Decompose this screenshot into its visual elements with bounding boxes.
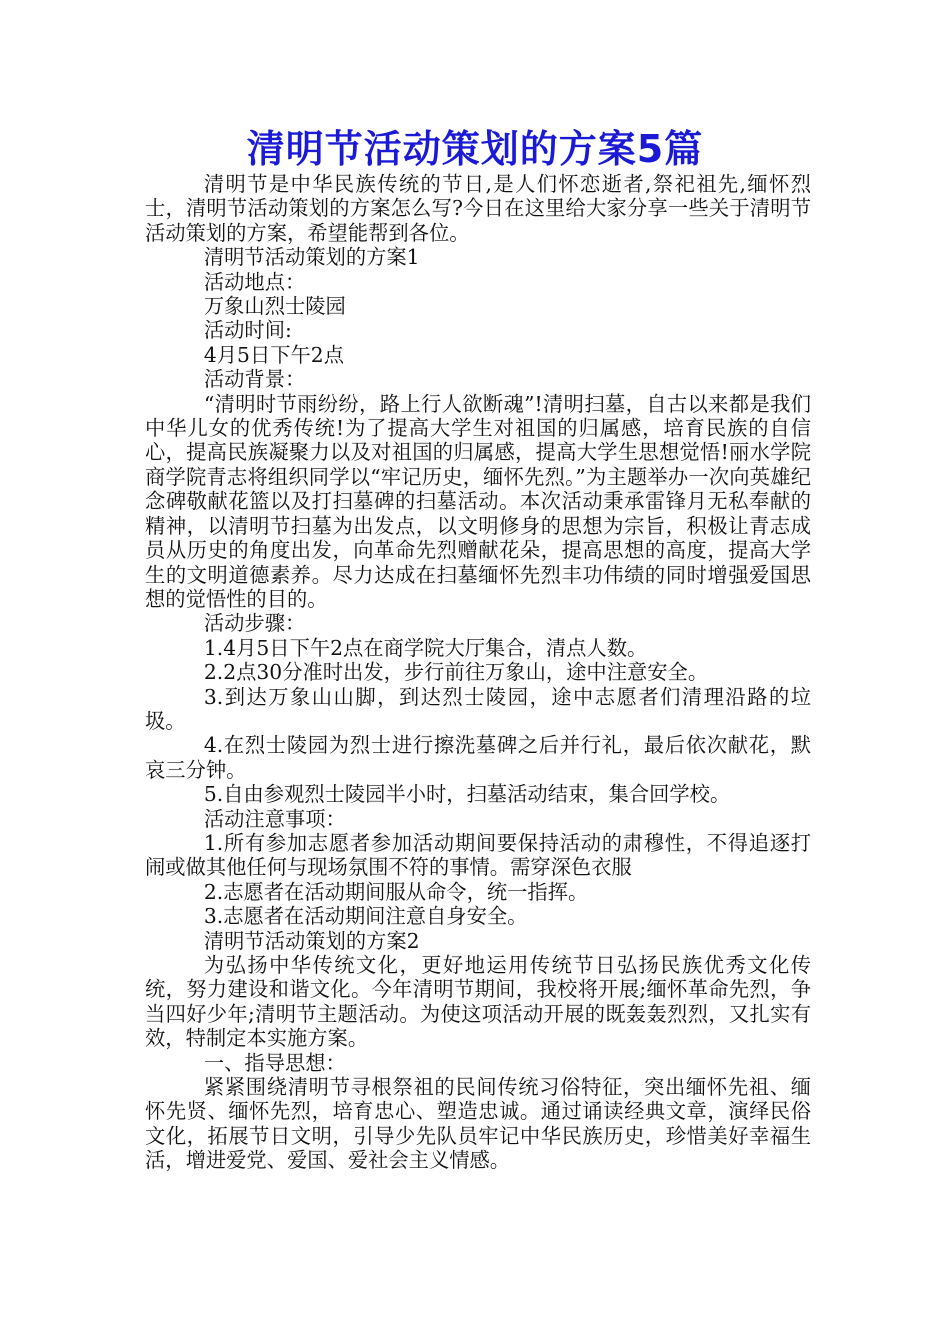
intro-paragraph: 清明节是中华民族传统的节日,是人们怀恋逝者,祭祀祖先,缅怀烈士，清明节活动策划的方案怎么写?今日在这里给大家分享一些关于清明节活动策划的方案，希望能帮到各位。	[145, 172, 811, 245]
document-body	[145, 172, 811, 1173]
paragraph: 活动注意事项：	[203, 806, 346, 831]
list-item: 1.所有参加志愿者参加活动期间要保持活动的肃穆性，不得追逐打闹或做其他任何与现场氛围不符的事情。需穿深色衣服	[145, 830, 811, 880]
paragraph: 紧紧围绕清明节寻根祭祖的民间传统习俗特征，突出缅怀先祖、缅怀先贤、缅怀先烈，培育忠心、塑造忠诚。通过诵读经典文章，演绎民俗文化，拓展节日文明，引导少先队员牢记中华民族历史，珍惜美好幸福生活，增进爱党、爱国、爱社会主义情感。	[145, 1075, 811, 1173]
paragraph: 活动地点：	[203, 269, 306, 294]
list-item: 3.志愿者在活动期间注意自身安全。	[203, 904, 528, 929]
paragraph: 活动背景：	[203, 367, 306, 392]
list-item: 4.在烈士陵园为烈士进行擦洗墓碑之后并行礼，最后依次献花，默哀三分钟。	[145, 733, 811, 782]
list-item: 3.到达万象山山脚，到达烈士陵园，途中志愿者们清理沿路的垃圾。	[145, 684, 811, 733]
list-item: 2.2点30分准时出发，步行前往万象山，途中注意安全。	[203, 660, 709, 685]
paragraph: 一、指导思想：	[203, 1050, 346, 1075]
paragraph: “清明时节雨纷纷，路上行人欲断魂”!清明扫墓，自古以来都是我们中华儿女的优秀传统!为了提高大学生对祖国的归属感，培育民族的自信心，提高民族凝聚力以及对祖国的归属感，提高大学生思想觉悟!丽水学院商学院青志将组织同学以“牢记历史，缅怀先烈。”为主题举办一次向英雄纪念碑敬献花篮以及打扫墓碑的扫墓活动。本次活动秉承雷锋月无私奉献的精神，以清明节扫墓为出发点，以文明修身的思想为宗旨，积极让青志成员从历史的角度出发，向革命先烈赠献花朵，提高思想的高度，提高大学生的文明道德素养。尽力达成在扫墓缅怀先烈丰功伟绩的同时增强爱国思想的觉悟性的目的。	[145, 391, 811, 611]
list-item: 1.4月5日下午2点在商学院大厅集合，清点人数。	[203, 635, 648, 660]
paragraph: 活动步骤：	[203, 611, 306, 636]
list-item: 2.志愿者在活动期间服从命令，统一指挥。	[203, 879, 589, 904]
section-heading: 清明节活动策划的方案1	[203, 245, 420, 270]
document-title: 清明节活动策划的方案5篇	[246, 127, 704, 171]
paragraph: 4月5日下午2点	[203, 342, 344, 367]
paragraph: 活动时间:	[203, 318, 292, 343]
paragraph: 万象山烈士陵园	[203, 294, 346, 319]
list-item: 5.自由参观烈士陵园半小时，扫墓活动结束，集合回学校。	[203, 782, 731, 807]
section-heading: 清明节活动策划的方案2	[203, 928, 420, 953]
paragraph: 为弘扬中华传统文化，更好地运用传统节日弘扬民族优秀文化传统，努力建设和谐文化。今年清明节期间，我校将开展;缅怀革命先烈，争当四好少年;清明节主题活动。为使这项活动开展的既轰轰烈烈，又扎实有效，特制定本实施方案。	[145, 953, 811, 1051]
